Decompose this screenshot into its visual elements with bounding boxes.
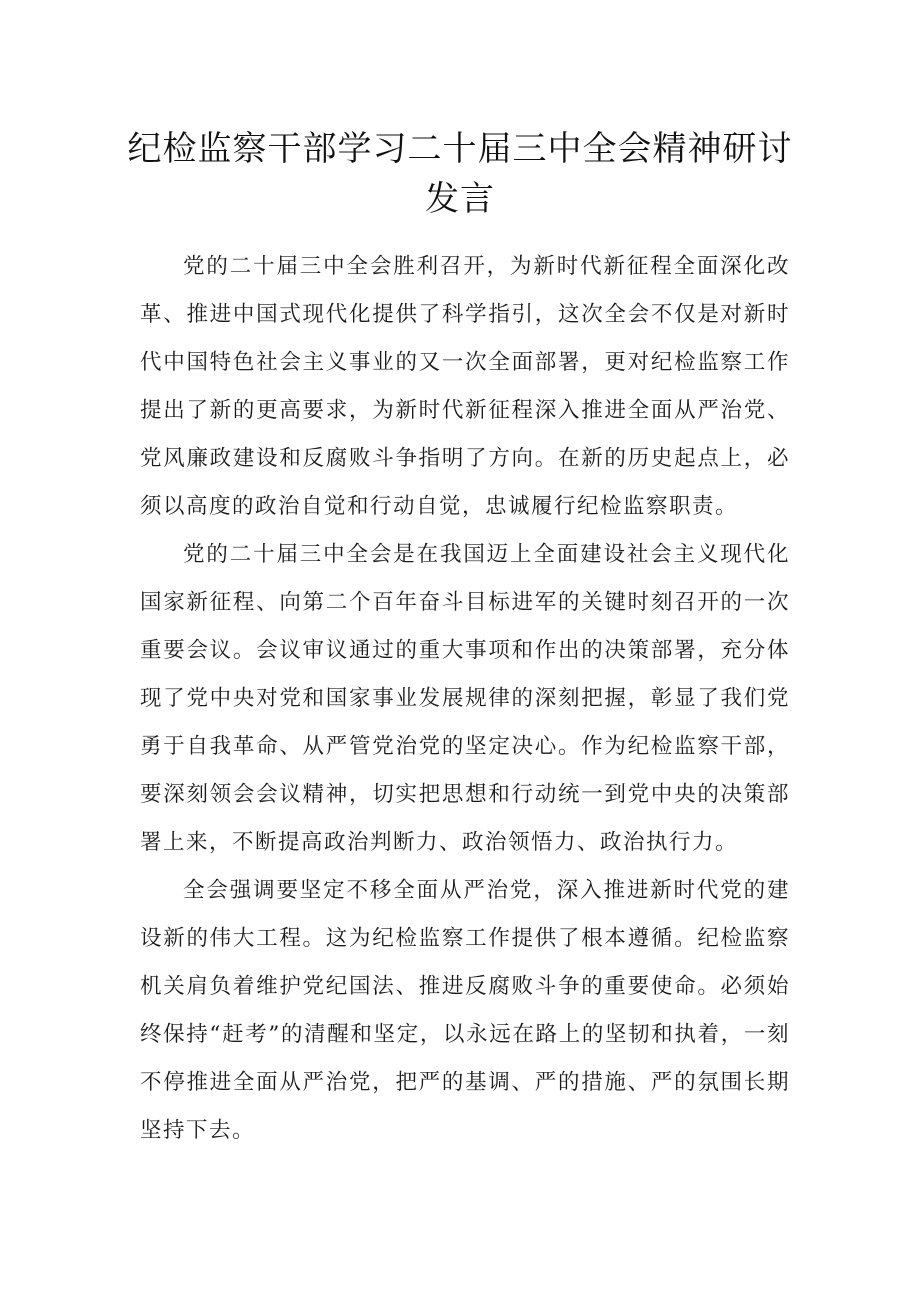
paragraph-3: 全会强调要坚定不移全面从严治党，深入推进新时代党的建设新的伟大工程。这为纪检监察工作提供了根本遵循。纪检监察机关肩负着维护党纪国法、推进反腐败斗争的重要使命。必须始终保持“赶考”的清醒和坚定，以永远在路上的坚韧和执着，一刻不停推进全面从严治党，把严的基调、严的措施、严的氛围长期坚持下去。 [140, 878, 790, 1143]
document-body [140, 243, 790, 1155]
paragraph-1: 党的二十届三中全会胜利召开，为新时代新征程全面深化改革、推进中国式现代化提供了科学指引，这次全会不仅是对新时代中国特色社会主义事业的又一次全面部署，更对纪检监察工作提出了新的更高要求，为新时代新征程深入推进全面从严治党、党风廉政建设和反腐败斗争指明了方向。在新的历史起点上，必须以高度的政治自觉和行动自觉，忠诚履行纪检监察职责。 [140, 254, 790, 519]
document-title: 纪检监察干部学习二十届三中全会精神研讨发言 [127, 129, 793, 219]
paragraph-2: 党的二十届三中全会是在我国迈上全面建设社会主义现代化国家新征程、向第二个百年奋斗目标进军的关键时刻召开的一次重要会议。会议审议通过的重大事项和作出的决策部署，充分体现了党中央对党和国家事业发展规律的深刻把握，彰显了我们党勇于自我革命、从严管党治党的坚定决心。作为纪检监察干部，要深刻领会会议精神，切实把思想和行动统一到党中央的决策部署上来，不断提高政治判断力、政治领悟力、政治执行力。 [140, 542, 790, 855]
